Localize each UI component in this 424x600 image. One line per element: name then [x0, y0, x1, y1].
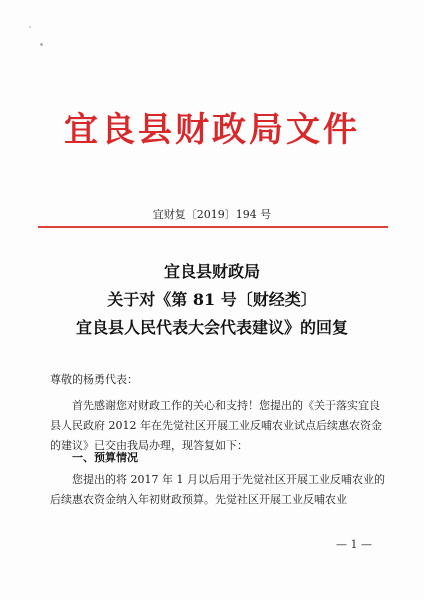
body-paragraph-2: 您提出的将 2017 年 1 月以后用于先觉社区开展工业反哺农业的后续惠农资金纳入年初财政预算。先觉社区开展工业反哺农业 [50, 473, 385, 506]
body-paragraph-1: 首先感谢您对财政工作的关心和支持！您提出的《关于落实宜良县人民政府 2012 年在先觉社区开展工业反哺农业试点后续惠农资金的建议》已交由我局办理，现答复如下： [50, 399, 382, 452]
reply-heading-line-2: 关于对《第 81 号〔财经类〕 [107, 290, 317, 309]
document-header-title: 宜良县财政局文件 [64, 110, 360, 150]
scan-speck [40, 43, 43, 46]
reply-heading-line-3: 宜良县人民代表大会代表建议》的回复 [75, 318, 348, 337]
document-number: 宜财复〔2019〕194 号 [152, 208, 272, 221]
page-number: — 1 — [336, 538, 372, 551]
salutation: 尊敬的杨勇代表： [50, 373, 138, 386]
section-title-budget: 一、预算情况 [72, 451, 138, 464]
scan-speck [29, 26, 31, 28]
red-separator-line [38, 226, 388, 228]
reply-heading-line-1: 宜良县财政局 [163, 262, 260, 281]
